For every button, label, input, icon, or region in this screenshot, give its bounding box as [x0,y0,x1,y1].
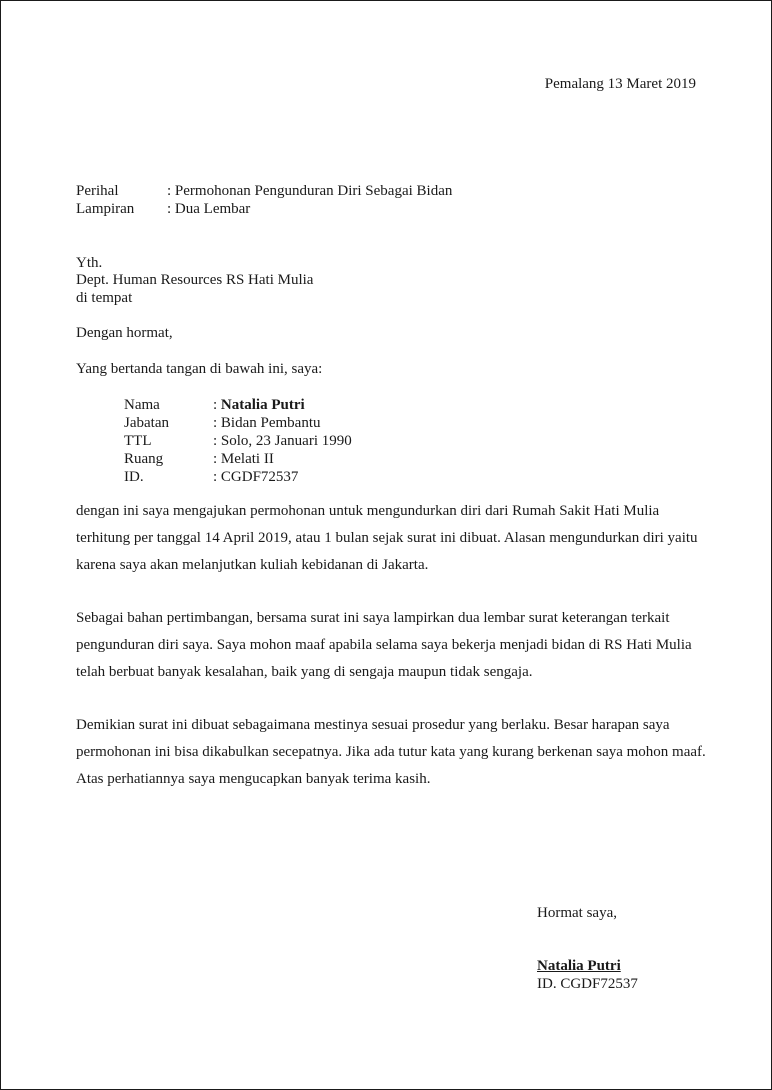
subject-label: Perihal [76,183,119,199]
recipient-location: di tempat [76,290,133,306]
birth-label: TTL [124,433,152,449]
recipient-department: Dept. Human Resources RS Hati Mulia [76,272,314,288]
position-label: Jabatan [124,415,169,431]
body-paragraph-1: dengan ini saya mengajukan permohonan untuk mengundurkan diri dari Rumah Sakit Hati Mulia terhitung per tanggal 14 April 2019, atau 1 bulan sejak surat ini dibuat. Alasan mengundurkan diri yaitu karena saya akan melanjutkan kuliah kebidanan di Jakarta. [76,503,698,573]
room-value: : Melati II [213,451,274,467]
recipient-salutation: Yth. [76,255,103,271]
name-label: Nama [124,397,160,413]
attachment-value: : Dua Lembar [167,201,251,217]
closing: Hormat saya, [537,905,617,921]
room-label: Ruang [124,451,164,467]
body-paragraph-3: Demikian surat ini dibuat sebagaimana mestinya sesuai prosedur yang berlaku. Besar harapan saya permohonan ini bisa dikabulkan secepatnya. Jika ada tutur kata yang kurang berkenan saya mohon maaf. Atas perhatiannya saya mengucapkan banyak terima kasih. [76,717,706,787]
body-paragraph-2: Sebagai bahan pertimbangan, bersama surat ini saya lampirkan dua lembar surat keterangan terkait pengunduran diri saya. Saya mohon maaf apabila selama saya bekerja menjadi bidan di RS Hati Mulia telah berbuat banyak kesalahan, baik yang di sengaja maupun tidak sengaja. [76,610,692,680]
name-bold: Natalia Putri [220,397,305,413]
greeting: Dengan hormat, [76,325,173,341]
id-value: : CGDF72537 [213,469,299,485]
name-value [213,397,305,414]
birth-value: : Solo, 23 Januari 1990 [213,433,352,449]
intro-line: Yang bertanda tangan di bawah ini, saya: [76,361,323,377]
signature-id: ID. CGDF72537 [537,976,638,992]
name-colon: : [213,397,221,413]
id-label: ID. [124,469,144,485]
subject-value: : Permohonan Pengunduran Diri Sebagai Bidan [167,183,453,199]
position-value: : Bidan Pembantu [213,415,321,431]
attachment-label: Lampiran [76,201,135,217]
signature-name: Natalia Putri [537,958,621,974]
letter-date: Pemalang 13 Maret 2019 [544,76,696,92]
